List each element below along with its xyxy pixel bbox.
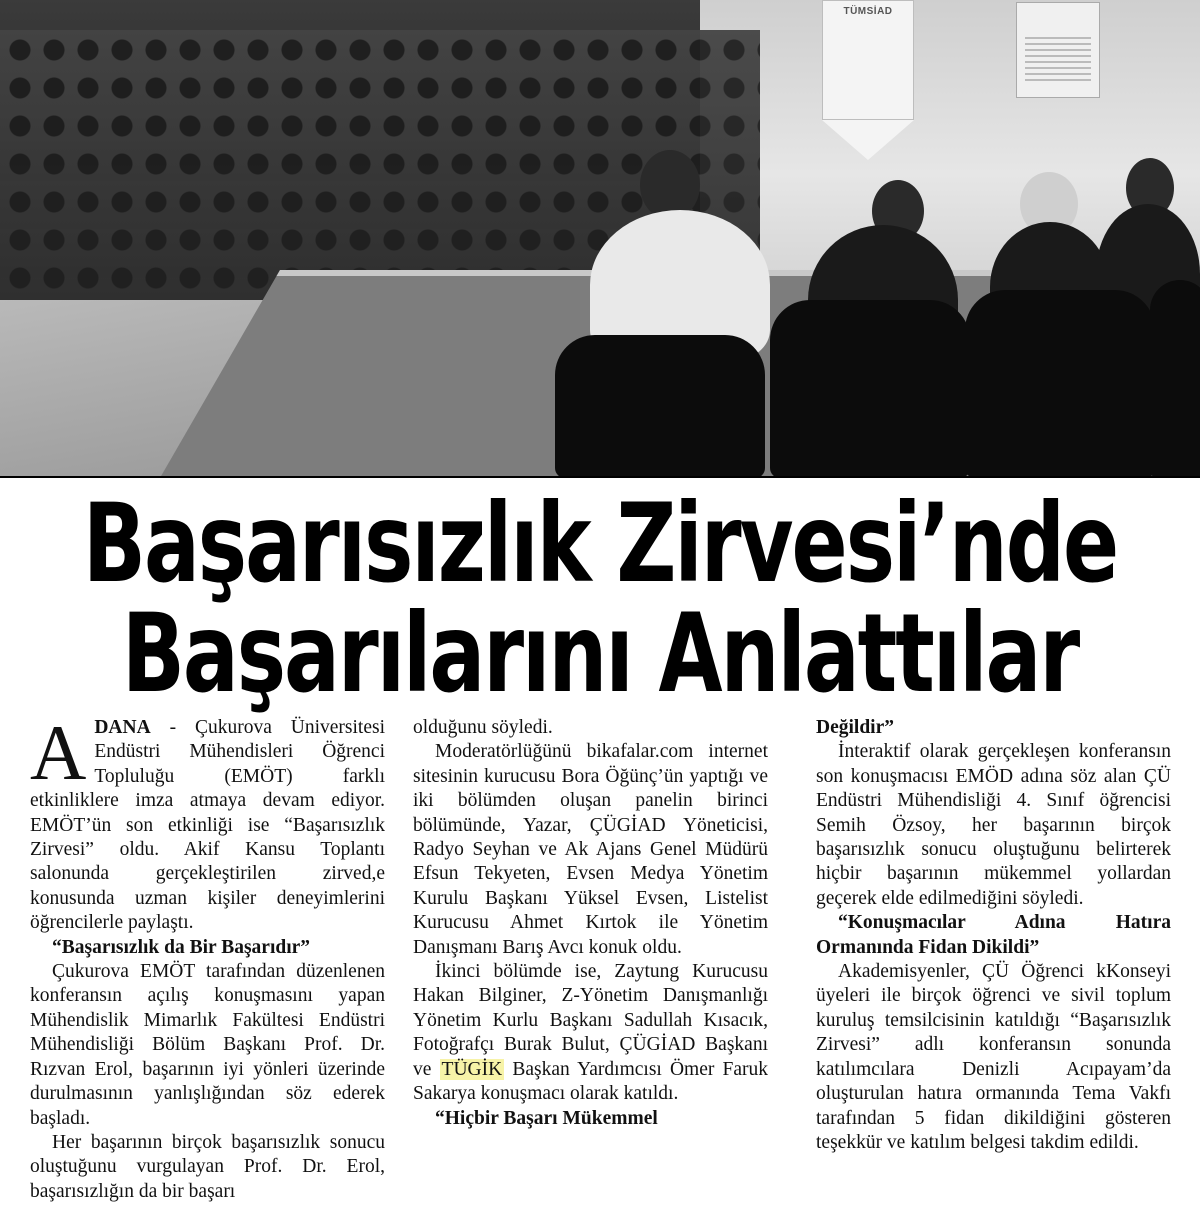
highlighted-keyword: TÜGİK bbox=[441, 1058, 503, 1080]
paragraph: Her başarının birçok başarısızlık sonucu oluştuğunu vurgulayan Prof. Dr. Erol, başarısızlığın da bir başarı bbox=[30, 1131, 385, 1202]
paragraph bbox=[413, 960, 768, 1106]
article-column-3 bbox=[816, 716, 1171, 1216]
photo-armchair bbox=[965, 290, 1155, 478]
subheading: “Konuşmacılar Adına Hatıra Ormanında Fidan Dikildi” bbox=[816, 912, 1171, 958]
photo-banner-point bbox=[822, 120, 914, 160]
lead-text: - Çukurova Üniversitesi Endüstri Mühendisleri Öğrenci Topluluğu (EMÖT) farklı etkinliklere imza atmaya devam ediyor. EMÖT’ün son etkinliği ise “Başarısızlık Zirvesi” oldu. Akif Kansu Toplantı salonunda gerçekleştirilen zirved,e konusunda uzman kişiler deneyimlerini öğrencilerle paylaştı. bbox=[30, 717, 385, 934]
paragraph-text: İkinci bölümde ise, Zaytung Kurucusu Hakan Bilginer, Z-Yönetim Danışmanlığı Yönetim Kurlu Başkanı Sadullah Kısacık, Fotoğrafçı Burak Bulut, ÇÜGİAD Başkanı ve bbox=[413, 961, 768, 1080]
article-body bbox=[30, 709, 1180, 1216]
photo-banner bbox=[822, 0, 914, 120]
photo-banner-logo: TÜMSİAD bbox=[843, 6, 893, 17]
subheading-continuation: Değildir” bbox=[816, 717, 894, 738]
headline-line-1: Başarısızlık Zirvesi’nde bbox=[82, 480, 1118, 607]
article-column-1 bbox=[30, 709, 385, 1216]
photo-armchair bbox=[555, 335, 765, 478]
photo-armchair bbox=[1150, 280, 1200, 478]
paragraph-text: Başkan Yardımcısı Ömer Faruk Sakarya konuşmacı olarak katıldı. bbox=[413, 1058, 768, 1105]
paragraph: Çukurova EMÖT tarafından düzenlenen konferansın açılış konuşmasını yapan Mühendislik Mimarlık Fakültesi Endüstri Mühendisliği Bölüm Başkanı Prof. Dr. Rızvan Erol, başarının iyi yönleri üzerinde durulmasının yanlışlığından söz ederek başladı. bbox=[30, 961, 385, 1129]
article-photo bbox=[0, 0, 1200, 478]
paragraph: Akademisyenler, ÇÜ Öğrenci kKonseyi üyeleri ile birçok öğrenci ve sivil toplum kuruluş temsilcisinin katıldığı “Başarısızlık Zirvesi” adlı konferansın sonunda katılımcılara Denizli Acıpayam’da oluşturulan hatıra ormanında Tema Vakfı tarafından 5 fidan dikildiğini gösteren teşekkür ve katılım belgesi takdim edildi. bbox=[816, 961, 1171, 1153]
subheading: “Hiçbir Başarı Mükemmel bbox=[435, 1107, 658, 1129]
photo-armchair bbox=[770, 300, 970, 478]
article-column-2 bbox=[413, 716, 768, 1216]
drop-cap: A bbox=[30, 709, 87, 796]
photo-air-conditioner bbox=[1016, 2, 1100, 98]
subheading: “Başarısızlık da Bir Başarıdır” bbox=[52, 936, 311, 958]
paragraph: İnteraktif olarak gerçekleşen konferansın son konuşmacısı EMÖD adına söz alan ÇÜ Endüstri Mühendisliği 4. Sınıf öğrencisi Semih Özsoy, her başarının birçok başarısızlık sonucu oluştuğunu belirterek hiçbir başarının mükemmel yollardan geçerek elde edilmediğini söyledi. bbox=[816, 741, 1171, 909]
paragraph: olduğunu söyledi. bbox=[413, 717, 553, 738]
headline-line-2: Başarılarını Anlattılar bbox=[121, 590, 1079, 717]
paragraph: Moderatörlüğünü bikafalar.com internet sitesinin kurucusu Bora Öğünç’ün yaptığı ve iki bölümden oluşan panelin birinci bölümünde, Yazar, ÇÜGİAD Yöneticisi, Radyo Seyhan ve Ak Ajans Genel Müdürü Efsun Tekyeten, Evsen Medya Yönetim Kurulu Başkanı Yüksel Evsen, Listelist Kurucusu Ahmet Kırtok ile Yönetim Danışmanı Barış Avcı konuk oldu. bbox=[413, 741, 768, 958]
dateline: DANA bbox=[94, 717, 151, 738]
article-lead-paragraph bbox=[30, 709, 385, 936]
